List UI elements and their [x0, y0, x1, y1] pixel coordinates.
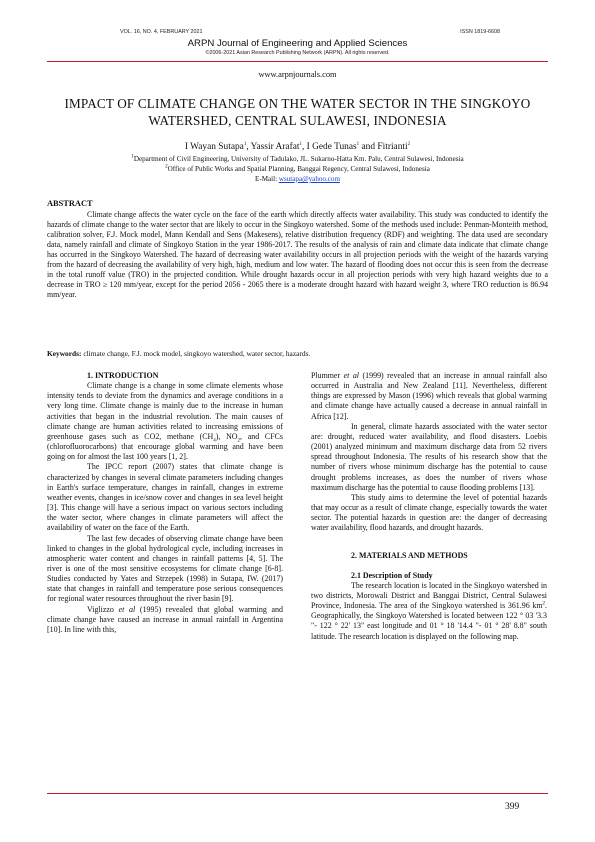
left-column — [47, 371, 283, 635]
body-paragraph: The IPCC report (2007) states that climate change is characterized by changes in several climate parameters including changes in Earth's surface temperature, changes in rainfall, changes in extreme weather events, changes in ice/snow cover and changes in sea level height [3]. This change will have a serious impact on various sectors including the water sector, where changes in climate parameters will affect the availability of water on the face of the Earth. — [47, 462, 283, 533]
author-name: I Wayan Sutapa — [184, 142, 244, 152]
section-heading: 1. INTRODUCTION — [87, 371, 159, 380]
right-column — [311, 371, 547, 642]
subsection-heading: 2.1 Description of Study — [351, 570, 433, 580]
keywords — [47, 349, 548, 358]
email-link[interactable]: wsutapa@yahoo.com — [278, 175, 340, 183]
keywords-text: climate change, F.J. mock model, singkoyo watershed, water sector, hazards. — [81, 349, 311, 358]
issn: ISSN 1819-6608 — [460, 29, 500, 35]
keywords-label: Keywords: — [47, 349, 82, 358]
abstract-text: Climate change affects the water cycle on the face of the earth which directly affects water availability. This study was conducted to identify the hazards of climate change to the water sector that are likely to occur in the Singkoyo watershed. Some of the methods used include: Penman-Monteith method, calibration solver, F.J. Mock model, Mann Kendall and Sens (Makesens), relative distribution frequency (RDF) and weighting. The data used are secondary data, namely rainfall and climate of Singkoyo Station in the year 1986-2017. The results of the analysis of rain and climate data indicate that climate change has occurred in the Singkoyo Watershed. The hazard of decreasing water availability occurs in all projection periods with the weight of the hazards varying from the hazard of decreasing the availability of very high, high, medium and low water. The hazard of flooding does not occur this is seen from the decrease in the total runoff value (TRO) in the projected condition. While drought hazards occur in all projection periods with very high hazard weights due to a decrease in TRO ≥ 120 mm/year, except for the period 2056 - 2065 there is a moderate drought hazard with hazard weight 3, where TRO reduction is 86.94 mm/year. — [47, 210, 548, 300]
email-label: E-Mail: — [255, 175, 279, 183]
affiliation-mark: 1 — [131, 154, 134, 160]
contact-email — [0, 175, 595, 183]
body-paragraph: In general, climate hazards associated with the water sector are: drought, reduced water availability, and flood disasters. Loebis (2001) analyzed minimum and maximum discharge data from 52 rivers spread throughout Indonesia. The results of his research show that the number of rivers whose minimum discharge has the potential to cause drought problems increases, as does the number of rivers whose maximum discharge has the potential to cause flooding problems [13]. — [311, 421, 547, 492]
author-conjunction: and — [359, 142, 378, 152]
author-separator: , — [246, 142, 251, 152]
volume-info: VOL. 16, NO. 4, FEBRUARY 2021 — [120, 29, 203, 35]
abstract-heading: ABSTRACT — [47, 199, 93, 208]
body-paragraph: The research location is located in the Singkoyo watershed in two districts, Morowali District and Banggai District, Central Sulawesi Province, Indonesia. The area of the Singkoyo watershed is 361.96 $km^2$. Geographically, the Singkoyo Watershed is located between 122 ° 03 '3.3 "- 122 ° 22' 13" east longitude and 01 ° 18 '14.4 "- 01 ° 28' 8.8" south latitude. The research location is displayed on the following map. — [311, 580, 547, 641]
journal-website: www.arpnjournals.com — [258, 70, 337, 79]
author-name: Yassir Arafat — [250, 142, 300, 152]
copyright-notice: ©2006-2021 Asian Research Publishing Network (ARPN). All rights reserved. — [205, 50, 390, 56]
author-affiliation-mark: 1 — [356, 141, 360, 147]
affiliation-mark: 2 — [165, 164, 168, 170]
body-paragraph: The last few decades of observing climate change have been linked to changes in the global hydrological cycle, including increases in atmospheric water content and changes in rainfall patterns [4, 5]. The river is one of the most sensitive ecosystems for climate change [6-8]. Studies conducted by Yates and Strzepek (1998) in Sutapa, IW. (2017) state that changes in rainfall and temperature pose serious consequences for regional water resources throughout the river basin [9]. — [47, 533, 283, 604]
page-number: 399 — [505, 802, 520, 812]
body-paragraph: This study aims to determine the level of potential hazards that may occur as a result of climate change, especially towards the water sector. The potential hazards in question are: the danger of decreasing water availability, flood hazards, and drought hazards. — [311, 492, 547, 533]
journal-name: ARPN Journal of Engineering and Applied Sciences — [187, 38, 408, 49]
author-affiliation-mark: 1 — [243, 141, 247, 147]
affiliation — [0, 165, 595, 173]
affiliation-text: Department of Civil Engineering, University of Tadulako, JL. Sukarno-Hatta Km. Palu, Central Sulawesi, Indonesia — [133, 155, 464, 163]
header-rule — [47, 61, 548, 62]
body-paragraph: Viglizzo et al (1995) revealed that global warming and climate change have caused an increase in annual rainfall in Argentina [10]. In line with this, — [47, 604, 283, 634]
author-affiliation-mark: 2 — [407, 141, 411, 147]
section-heading: 2. MATERIALS AND METHODS — [351, 550, 468, 560]
author-separator: , — [301, 142, 307, 152]
body-paragraph: Plummer et al (1999) revealed that an increase in annual rainfall also occurred in Australia and New Zealand [11]. Nevertheless, different things are expressed by Mason (1996) which reveals that global warming and climate change have actually caused a decrease in annual rainfall in Africa [12]. — [311, 371, 547, 421]
affiliation — [0, 155, 595, 163]
author-affiliation-mark: 1 — [299, 141, 302, 147]
paper-title: IMPACT OF CLIMATE CHANGE ON THE WATER SECTOR IN THE SINGKOYO WATERSHED, CENTRAL SULAWESI, INDONESIA — [64, 96, 531, 128]
footer-rule — [47, 793, 548, 794]
author-name: I Gede Tunas — [306, 142, 357, 152]
author-name: Fitrianti — [377, 142, 408, 152]
body-paragraph: Climate change is a change in some climate elements whose intensity tends to deviate from the dynamics and average conditions in a very long time. Climate change is mainly due to the increase in human activities that began in the industrial revolution. The main causes of climate change are human activities related to increasing emissions of greenhouse gases such as CO2, methane $(CH_4)$, $NO_2$, and CFCs (chlorofluorocarbons) that encourage global warming and have been going on for almost the last 100 years [1, 2]. — [47, 381, 283, 462]
author-list — [0, 142, 595, 152]
affiliation-text: Office of Public Works and Spatial Planning, Banggai Regency, Central Sulawesi, Indonesia — [167, 165, 430, 173]
